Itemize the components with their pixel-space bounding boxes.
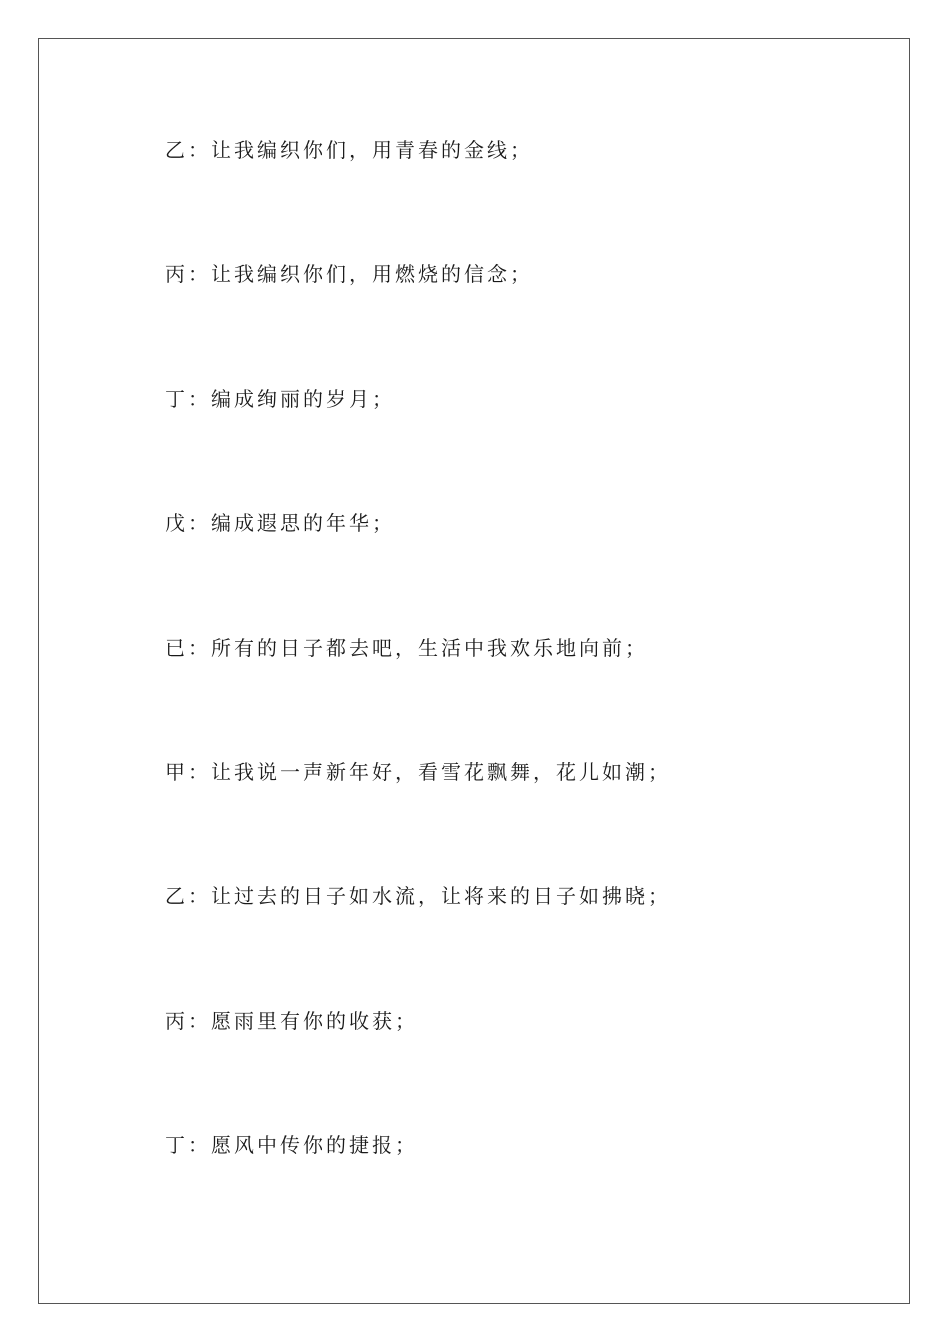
dialogue-line: 戊：编成遐思的年华；	[165, 511, 395, 535]
dialogue-line: 乙：让我编织你们，用青春的金线；	[165, 138, 533, 162]
dialogue-line: 丁：编成绚丽的岁月；	[165, 387, 395, 411]
page-frame	[38, 38, 910, 1304]
dialogue-line: 丙：让我编织你们，用燃烧的信念；	[165, 262, 533, 286]
dialogue-line: 乙：让过去的日子如水流，让将来的日子如拂晓；	[165, 884, 671, 908]
dialogue-line: 丁：愿风中传你的捷报；	[165, 1133, 418, 1157]
dialogue-line: 已：所有的日子都去吧，生活中我欢乐地向前；	[165, 636, 648, 660]
dialogue-line: 丙：愿雨里有你的收获；	[165, 1009, 418, 1033]
dialogue-line: 甲：让我说一声新年好，看雪花飘舞，花儿如潮；	[165, 760, 671, 784]
